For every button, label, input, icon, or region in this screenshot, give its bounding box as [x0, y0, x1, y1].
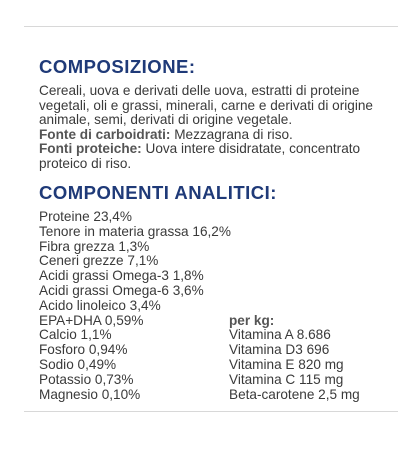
carb-source-label: Fonte di carboidrati: — [39, 126, 171, 142]
label-content — [39, 56, 399, 402]
analytical-heading: COMPONENTI ANALITICI: — [39, 182, 277, 203]
carb-source-value: Mezzagrana di riso. — [174, 126, 293, 142]
protein-source-value: Uova intere disidratate, concentrato proteico di riso. — [39, 141, 361, 171]
per-kg-label: per kg: — [229, 312, 275, 328]
analytical-line: Fibra grezza 1,3% — [39, 238, 150, 254]
composition-text — [39, 84, 399, 171]
vitamins-column — [229, 314, 399, 403]
vitamin-line: Beta-carotene 2,5 mg — [229, 386, 360, 402]
analytical-line: Acido linoleico 3,4% — [39, 297, 161, 313]
minerals-column — [39, 314, 229, 403]
vitamin-line: Vitamina D3 696 — [229, 342, 330, 358]
mineral-line: Sodio 0,49% — [39, 356, 117, 372]
analytical-line: Acidi grassi Omega-3 1,8% — [39, 268, 204, 284]
mineral-line: EPA+DHA 0,59% — [39, 312, 144, 328]
bottom-divider — [24, 411, 398, 412]
mineral-line: Magnesio 0,10% — [39, 386, 141, 402]
composition-heading: COMPOSIZIONE: — [39, 56, 196, 77]
mineral-line: Calcio 1,1% — [39, 327, 112, 343]
ingredients-text: Cereali, uova e derivati delle uova, estratti di proteine vegetali, oli e grassi, minerali, carne e derivati di origine animale, semi, derivati di origine vegetale. — [39, 83, 373, 127]
vitamin-line: Vitamina C 115 mg — [229, 371, 344, 387]
analytical-line: Ceneri grezze 7,1% — [39, 253, 159, 269]
analytical-list — [39, 210, 399, 314]
analytical-line: Proteine 23,4% — [39, 209, 132, 224]
vitamin-line: Vitamina A 8.686 — [229, 327, 331, 343]
mineral-line: Potassio 0,73% — [39, 371, 134, 387]
two-column-section — [39, 314, 399, 403]
top-divider — [24, 26, 398, 27]
analytical-line: Acidi grassi Omega-6 3,6% — [39, 282, 204, 298]
analytical-line: Tenore in materia grassa 16,2% — [39, 223, 231, 239]
vitamin-line: Vitamina E 820 mg — [229, 356, 344, 372]
mineral-line: Fosforo 0,94% — [39, 342, 128, 358]
protein-source-label: Fonti proteiche: — [39, 141, 142, 156]
